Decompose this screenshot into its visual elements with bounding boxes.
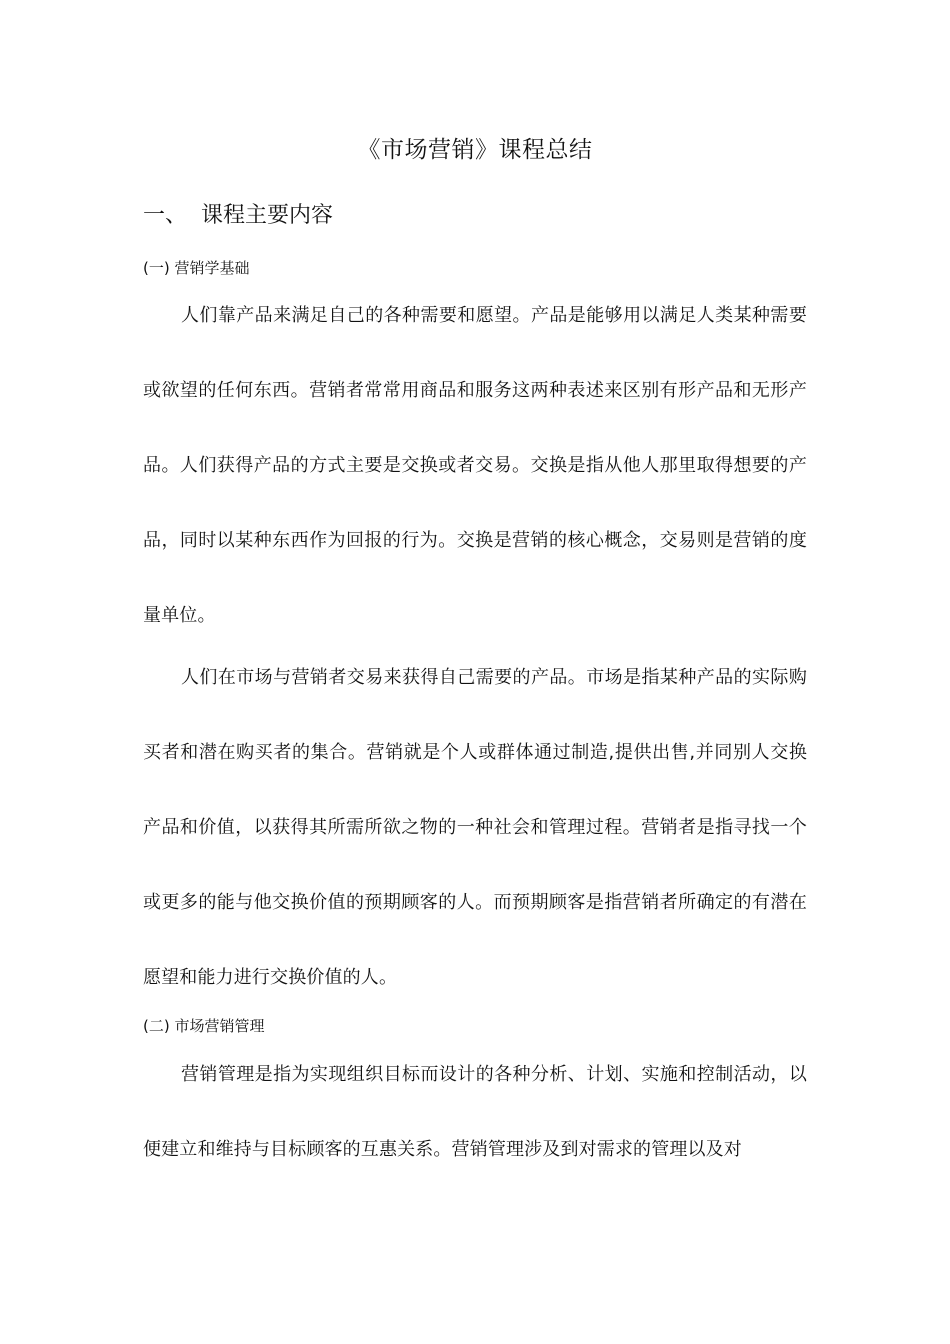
paragraph: 人们靠产品来满足自己的各种需要和愿望。产品是能够用以满足人类某种需要或欲望的任何东西。营销者常常用商品和服务这两种表述来区别有形产品和无形产品。人们获得产品的方式主要是交换或者交易。交换是指从他人那里取得想要的产品，同时以某种东西作为回报的行为。交换是营销的核心概念，交易则是营销的度量单位。 <box>143 305 807 626</box>
paragraph: 人们在市场与营销者交易来获得自己需要的产品。市场是指某种产品的实际购买者和潜在购买者的集合。营销就是个人或群体通过制造,提供出售,并同别人交换产品和价值，以获得其所需所欲之物的一种社会和管理过程。营销者是指寻找一个或更多的能与他交换价值的预期顾客的人。而预期顾客是指营销者所确定的有潜在愿望和能力进行交换价值的人。 <box>143 667 807 988</box>
section-number: 一、 <box>143 203 188 228</box>
subsection-heading-marketing-management: (二) 市场营销管理 <box>143 1017 265 1035</box>
document-title: 《市场营销》课程总结 <box>357 137 593 163</box>
section-heading-text: 课程主要内容 <box>201 203 334 228</box>
subsection-heading-marketing-basics: (一) 营销学基础 <box>143 259 250 277</box>
paragraph: 营销管理是指为实现组织目标而设计的各种分析、计划、实施和控制活动，以便建立和维持与目标顾客的互惠关系。营销管理涉及到对需求的管理以及对 <box>143 1064 807 1160</box>
section-heading <box>143 200 333 232</box>
